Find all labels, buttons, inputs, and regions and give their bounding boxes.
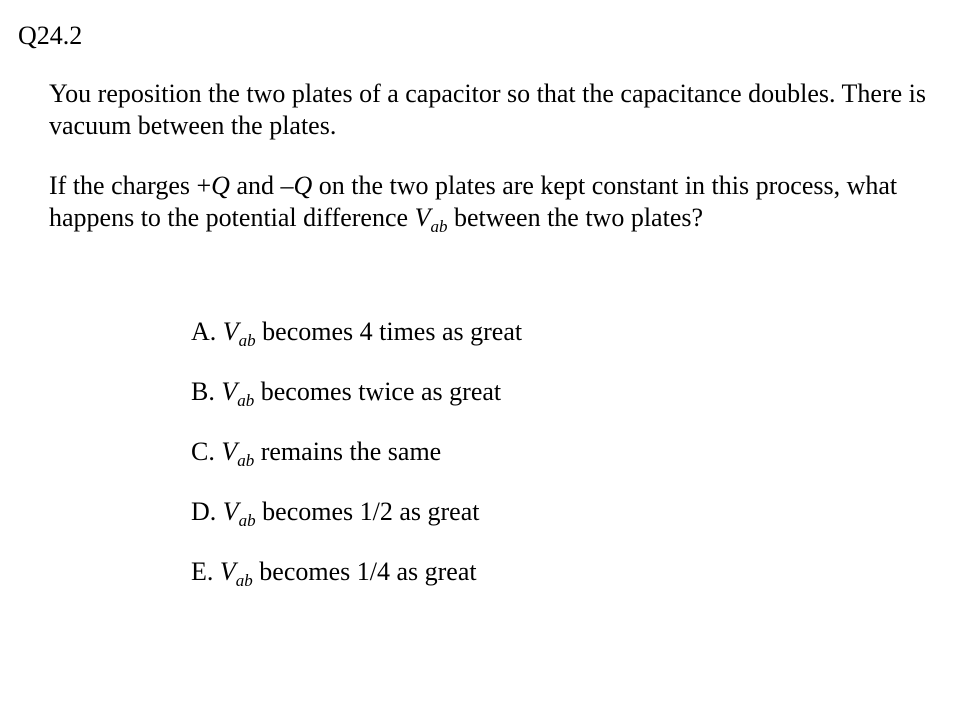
- option-subscript: ab: [237, 451, 255, 470]
- question-paragraph-2: [49, 170, 929, 237]
- answer-option-b[interactable]: [191, 376, 522, 408]
- question-text-part: between the two plates?: [447, 203, 704, 232]
- question-text-part: and –: [229, 171, 294, 200]
- option-subscript: ab: [237, 391, 255, 410]
- option-subscript: ab: [238, 511, 256, 530]
- option-letter: E.: [191, 557, 220, 586]
- question-stem: [49, 78, 929, 237]
- option-symbol: V: [219, 557, 236, 586]
- answer-options: [191, 316, 522, 616]
- option-text: remains the same: [254, 437, 442, 466]
- option-subscript: ab: [238, 331, 256, 350]
- question-text-part: If the charges +: [49, 171, 212, 200]
- charge-positive-symbol: Q: [211, 171, 230, 200]
- option-symbol: V: [221, 437, 238, 466]
- option-letter: A.: [191, 317, 223, 346]
- question-text-part: on the two plates are kept constant in this process, what happens to the potential difference: [49, 171, 898, 232]
- answer-option-e[interactable]: [191, 556, 522, 588]
- option-letter: C.: [191, 437, 222, 466]
- option-letter: B.: [191, 377, 222, 406]
- option-text: becomes twice as great: [254, 377, 502, 406]
- option-text: becomes 1/2 as great: [255, 497, 480, 526]
- option-letter: D.: [191, 497, 223, 526]
- option-text: becomes 1/4 as great: [252, 557, 477, 586]
- option-symbol: V: [222, 317, 239, 346]
- option-symbol: V: [222, 497, 239, 526]
- option-symbol: V: [221, 377, 238, 406]
- question-paragraph-1: You reposition the two plates of a capacitor so that the capacitance doubles. There is vacuum between the plates.: [49, 79, 927, 140]
- option-text: becomes 4 times as great: [255, 317, 523, 346]
- answer-option-c[interactable]: [191, 436, 522, 468]
- answer-option-a[interactable]: [191, 316, 522, 348]
- option-subscript: ab: [235, 571, 253, 590]
- potential-subscript: ab: [430, 217, 448, 236]
- potential-symbol: V: [414, 203, 431, 232]
- question-number: Q24.2: [18, 21, 83, 50]
- charge-negative-symbol: Q: [293, 171, 313, 200]
- answer-option-d[interactable]: [191, 496, 522, 528]
